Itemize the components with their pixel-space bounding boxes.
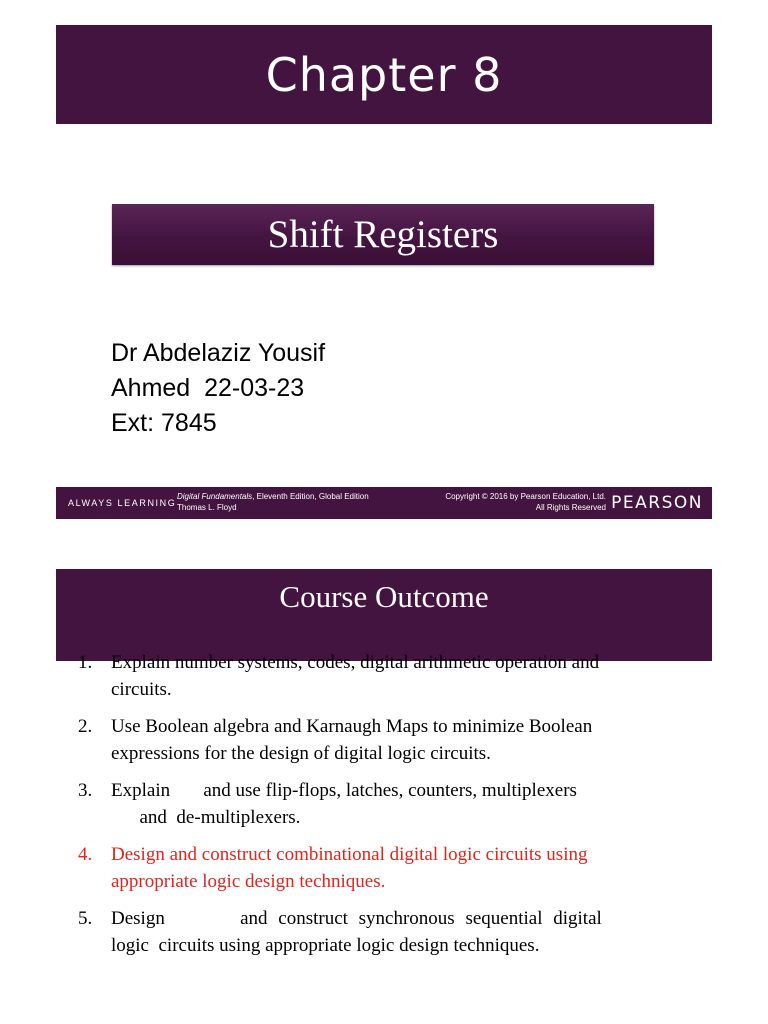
outcome-banner (56, 569, 712, 661)
chapter-banner (56, 25, 712, 124)
author-name-date: Ahmed 22-03-23 (111, 374, 305, 402)
book-title: Digital Fundamentals (177, 492, 253, 501)
outcome-title: Course Outcome (279, 579, 489, 614)
outcome-item (70, 713, 680, 767)
pearson-logo: PEARSON (611, 493, 703, 513)
copyright-text: Copyright © 2016 by Pearson Education, Ltd. (445, 492, 606, 501)
outcome-number: 3. (78, 780, 93, 801)
outcome-list (70, 649, 680, 959)
book-edition: , Eleventh Edition, Global Edition (252, 492, 369, 501)
author-name: Dr Abdelaziz Yousif (111, 339, 326, 367)
author-block (111, 336, 325, 441)
outcome-number: 4. (78, 844, 93, 865)
outcome-item (70, 905, 680, 959)
outcome-line: Use Boolean algebra and Karnaugh Maps to minimize Boolean (111, 716, 593, 737)
outcome-number: 2. (78, 716, 93, 737)
book-info (177, 491, 369, 513)
always-learning-label: ALWAYS LEARNING (68, 498, 177, 508)
outcome-line: Design and construct synchronous sequential digital (111, 908, 602, 929)
subtitle-text: Shift Registers (267, 213, 499, 256)
outcome-item (70, 649, 680, 703)
author-extension: Ext: 7845 (111, 409, 217, 437)
chapter-title: Chapter 8 (265, 47, 503, 102)
rights-text: All Rights Reserved (535, 503, 606, 512)
outcome-line: Design and construct combinational digital logic circuits using (111, 844, 588, 865)
outcome-line: circuits. (111, 679, 172, 700)
outcome-line: and de-multiplexers. (111, 807, 301, 828)
outcome-line: appropriate logic design techniques. (111, 871, 386, 892)
outcome-line: Explain and use flip-flops, latches, counters, multiplexers (111, 780, 577, 801)
outcome-item-highlighted (70, 841, 680, 895)
copyright-info (445, 491, 606, 513)
subtitle-box (112, 204, 654, 265)
outcome-item (70, 777, 680, 831)
outcome-number: 5. (78, 908, 93, 929)
outcome-line: logic circuits using appropriate logic design techniques. (111, 935, 540, 956)
outcome-line: Explain number systems, codes, digital arithmetic operation and (111, 652, 600, 673)
footer-bar (56, 487, 712, 519)
outcome-line: expressions for the design of digital logic circuits. (111, 743, 491, 764)
outcome-number: 1. (78, 652, 93, 673)
book-author: Thomas L. Floyd (177, 503, 237, 512)
